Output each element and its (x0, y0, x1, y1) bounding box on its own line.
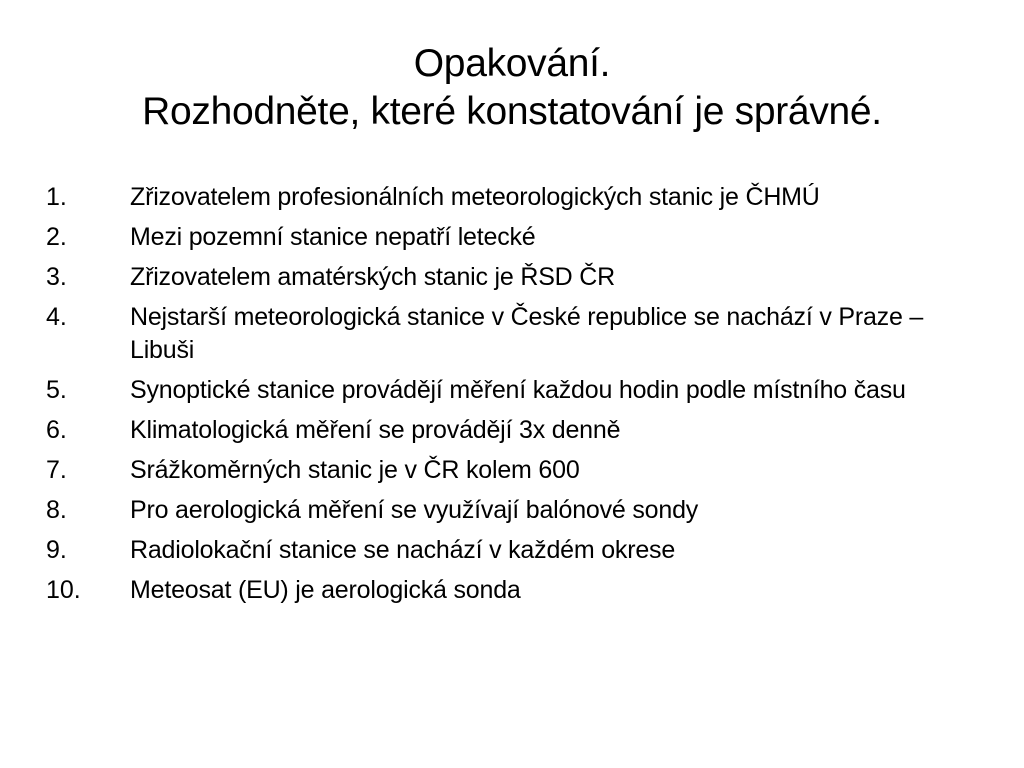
item-text: Meteosat (EU) je aerologická sonda (130, 576, 521, 604)
item-number: 1. (46, 183, 67, 211)
list-item (46, 574, 996, 607)
item-number: 7. (46, 456, 67, 484)
list-item (46, 454, 996, 487)
list-item (46, 414, 996, 447)
list-item (46, 374, 996, 407)
item-text: Pro aerologická měření se využívají balónové sondy (130, 496, 699, 524)
title-line-2: Rozhodněte, které konstatování je správné. (142, 90, 882, 133)
slide-title (40, 40, 984, 136)
list-item (46, 301, 996, 367)
list-item (46, 221, 996, 254)
item-text: Mezi pozemní stanice nepatří letecké (130, 223, 536, 251)
item-number: 2. (46, 223, 67, 251)
item-text: Nejstarší meteorologická stanice v České republice se nachází v Praze – Libuši (130, 303, 924, 364)
item-number: 8. (46, 496, 67, 524)
item-text: Klimatologická měření se provádějí 3x denně (130, 416, 621, 444)
item-number: 5. (46, 376, 67, 404)
item-number: 4. (46, 303, 67, 331)
list-item (46, 494, 996, 527)
item-text: Synoptické stanice provádějí měření každou hodin podle místního času (130, 376, 906, 404)
item-number: 3. (46, 263, 67, 291)
list-item (46, 534, 996, 567)
statement-list (46, 181, 996, 614)
item-number: 9. (46, 536, 67, 564)
item-text: Zřizovatelem amatérských stanic je ŘSD ČR (130, 263, 615, 291)
title-line-1: Opakování. (413, 42, 611, 85)
item-text: Radiolokační stanice se nachází v každém okrese (130, 536, 676, 564)
list-item (46, 181, 996, 214)
item-number: 10. (46, 576, 81, 604)
item-text: Zřizovatelem profesionálních meteorologických stanic je ČHMÚ (130, 183, 820, 211)
list-item (46, 261, 996, 294)
item-text: Srážkoměrných stanic je v ČR kolem 600 (130, 456, 580, 484)
item-number: 6. (46, 416, 67, 444)
